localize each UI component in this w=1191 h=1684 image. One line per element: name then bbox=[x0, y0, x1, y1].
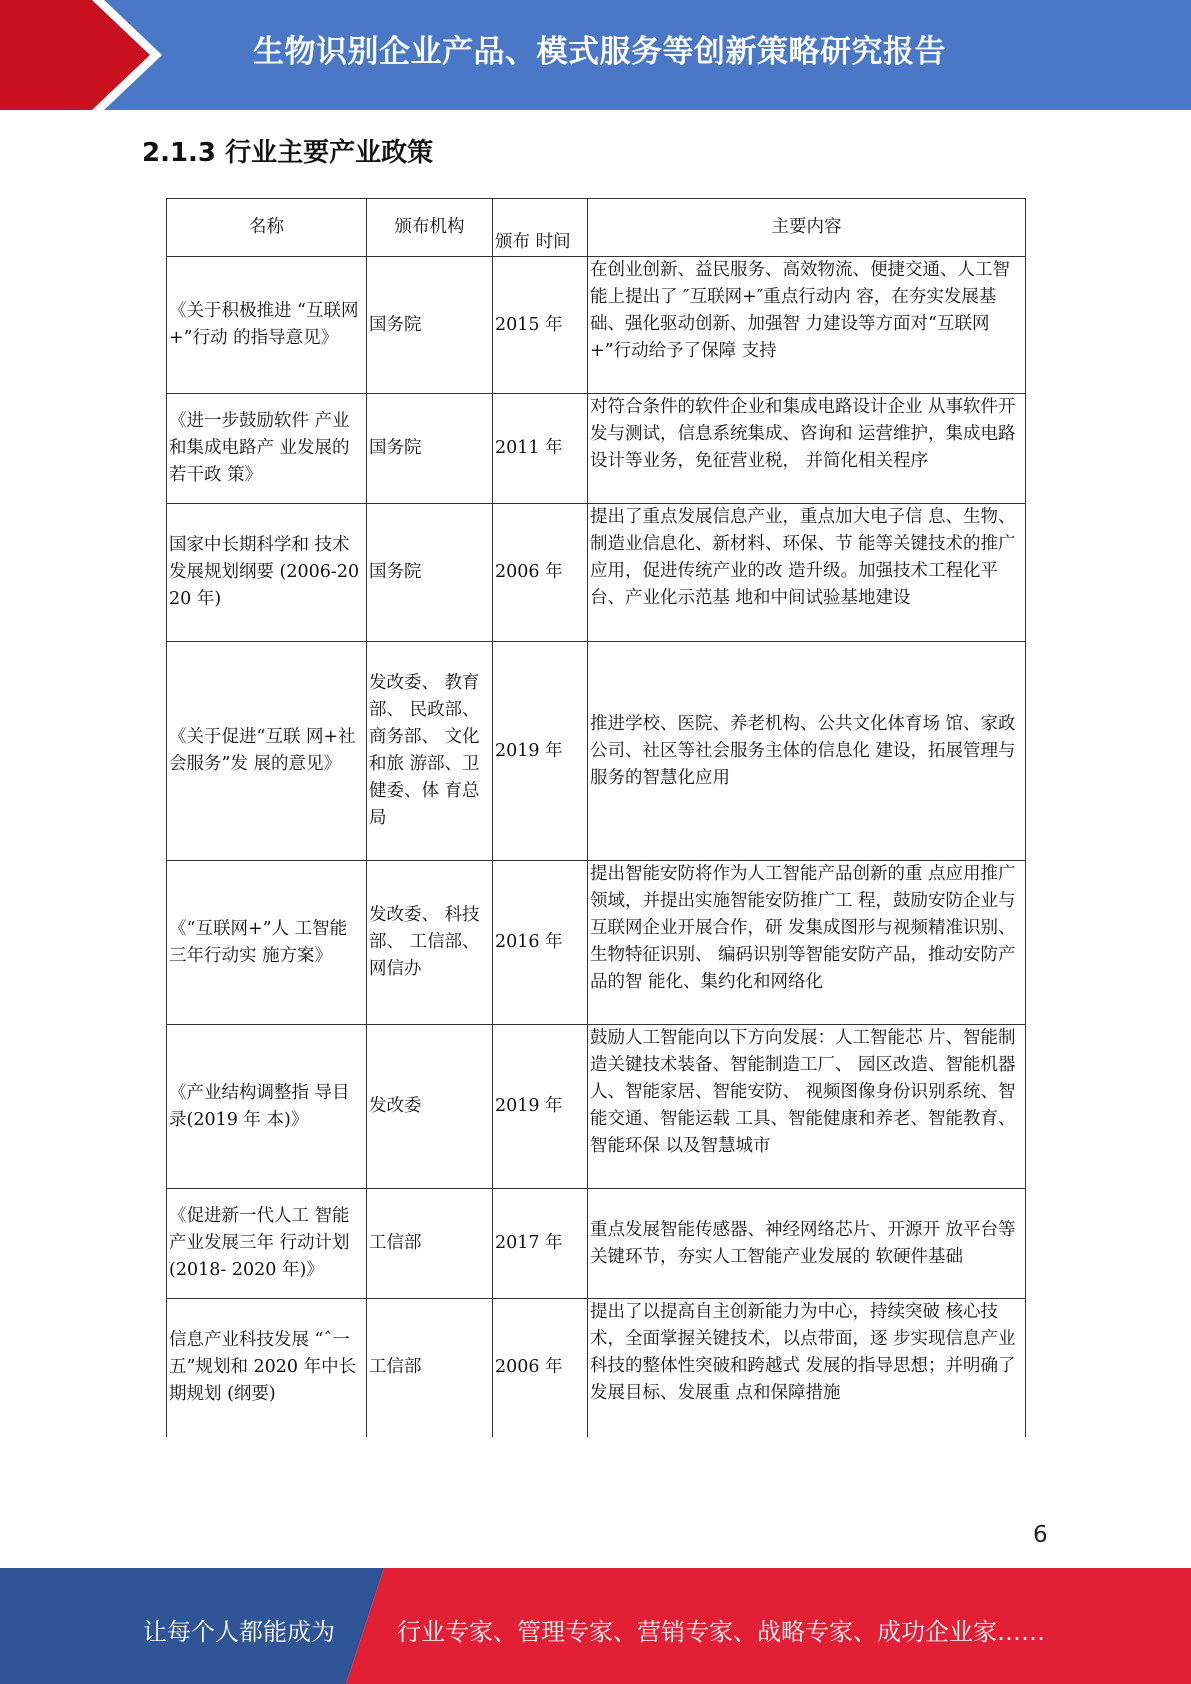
table-row bbox=[167, 642, 1026, 861]
header-content: 主要内容 bbox=[588, 199, 1026, 257]
policy-agency: 国务院 bbox=[367, 394, 493, 504]
policy-agency: 发改委、 教育部、 民政部、 商务部、 文化和旅 游部、卫 健委、体 育总局 bbox=[367, 642, 493, 861]
section-heading: 2.1.3 行业主要产业政策 bbox=[142, 138, 434, 168]
policy-name: 信息产业科技发展 “ˆ一五”规划和 2020 年中长期规划 (纲要) bbox=[167, 1299, 367, 1437]
table-row bbox=[167, 861, 1026, 1025]
table-row bbox=[167, 1025, 1026, 1189]
page-number: 6 bbox=[1033, 1522, 1048, 1548]
policy-name: 《关于积极推进 “互联网+”行动 的指导意见》 bbox=[167, 257, 367, 394]
policy-name: 《促进新一代人工 智能产业发展三年 行动计划(2018- 2020 年)》 bbox=[167, 1189, 367, 1299]
policy-agency: 国务院 bbox=[367, 504, 493, 642]
policy-agency: 工信部 bbox=[367, 1299, 493, 1437]
header-agency: 颁布机构 bbox=[367, 199, 493, 257]
policy-time: 2019 年 bbox=[493, 642, 588, 861]
policy-content: 推进学校、医院、养老机构、公共文化体育场 馆、家政公司、社区等社会服务主体的信息化 建设，拓展管理与服务的智慧化应用 bbox=[588, 642, 1026, 861]
policy-agency: 国务院 bbox=[367, 257, 493, 394]
header-time: 颁布 时间 bbox=[493, 199, 588, 257]
policy-content: 提出了重点发展信息产业，重点加大电子信 息、生物、制造业信息化、新材料、环保、节 能等关键技术的推广应用，促进传统产业的改 造升级。加强技术工程化平台、产业化示范基 地和中间试验基地建设 bbox=[588, 504, 1026, 642]
policy-name: 《关于促进“互联 网+社会服务”发 展的意见》 bbox=[167, 642, 367, 861]
report-title: 生物识别企业产品、模式服务等创新策略研究报告 bbox=[253, 34, 946, 70]
policy-name: 《“互联网+”人 工智能三年行动实 施方案》 bbox=[167, 861, 367, 1025]
table-row bbox=[167, 394, 1026, 504]
policy-time: 2006 年 bbox=[493, 1299, 588, 1437]
policy-content: 鼓励人工智能向以下方向发展：人工智能芯 片、智能制造关键技术装备、智能制造工厂、 园区改造、智能机器人、智能家居、智能安防、 视频图像身份识别系统、智能交通、智能运载 工具、智能健康和养老、智能教育、智能环保 以及智慧城市 bbox=[588, 1025, 1026, 1189]
policy-content: 提出智能安防将作为人工智能产品创新的重 点应用推广领域，并提出实施智能安防推广工 程，鼓励安防企业与互联网企业开展合作，研 发集成图形与视频精准识别、生物特征识别、 编码识别等智能安防产品，推动安防产品的智 能化、集约化和网络化 bbox=[588, 861, 1026, 1025]
policy-agency: 工信部 bbox=[367, 1189, 493, 1299]
policy-time: 2019 年 bbox=[493, 1025, 588, 1189]
table-row bbox=[167, 504, 1026, 642]
policy-time: 2017 年 bbox=[493, 1189, 588, 1299]
policy-table bbox=[166, 198, 1026, 1437]
table-row bbox=[167, 257, 1026, 394]
table-header-row bbox=[167, 199, 1026, 257]
header-band bbox=[0, 0, 1191, 110]
policy-name: 国家中长期科学和 技术发展规划纲要 (2006-2020 年) bbox=[167, 504, 367, 642]
policy-name: 《进一步鼓励软件 产业和集成电路产 业发展的若干政 策》 bbox=[167, 394, 367, 504]
policy-agency: 发改委、 科技部、 工信部、 网信办 bbox=[367, 861, 493, 1025]
footer-slogan-left: 让每个人都能成为 bbox=[143, 1618, 335, 1646]
policy-agency: 发改委 bbox=[367, 1025, 493, 1189]
policy-content: 对符合条件的软件企业和集成电路设计企业 从事软件开发与测试，信息系统集成、咨询和 运营维护，集成电路设计等业务，免征营业税， 并简化相关程序 bbox=[588, 394, 1026, 504]
policy-content: 在创业创新、益民服务、高效物流、便捷交通、人工智能上提出了 ″互联网+″重点行动内 容，在夯实发展基础、强化驱动创新、加强智 力建设等方面对“互联网+”行动给予了保障 支持 bbox=[588, 257, 1026, 394]
policy-name: 《产业结构调整指 导目录(2019 年 本)》 bbox=[167, 1025, 367, 1189]
footer-slogan-right: 行业专家、管理专家、营销专家、战略专家、成功企业家…… bbox=[397, 1618, 1045, 1646]
header-name: 名称 bbox=[167, 199, 367, 257]
policy-time: 2006 年 bbox=[493, 504, 588, 642]
footer-band bbox=[0, 1568, 1191, 1684]
policy-time: 2015 年 bbox=[493, 257, 588, 394]
table-row bbox=[167, 1299, 1026, 1437]
policy-time: 2011 年 bbox=[493, 394, 588, 504]
policy-content: 提出了以提高自主创新能力为中心，持续突破 核心技术，全面掌握关键技术，以点带面，逐 步实现信息产业科技的整体性突破和跨越式 发展的指导思想；并明确了发展目标、发展重 点和保障措施 bbox=[588, 1299, 1026, 1437]
table-row bbox=[167, 1189, 1026, 1299]
policy-content: 重点发展智能传感器、神经网络芯片、开源开 放平台等关键环节，夯实人工智能产业发展的 软硬件基础 bbox=[588, 1189, 1026, 1299]
policy-time: 2016 年 bbox=[493, 861, 588, 1025]
